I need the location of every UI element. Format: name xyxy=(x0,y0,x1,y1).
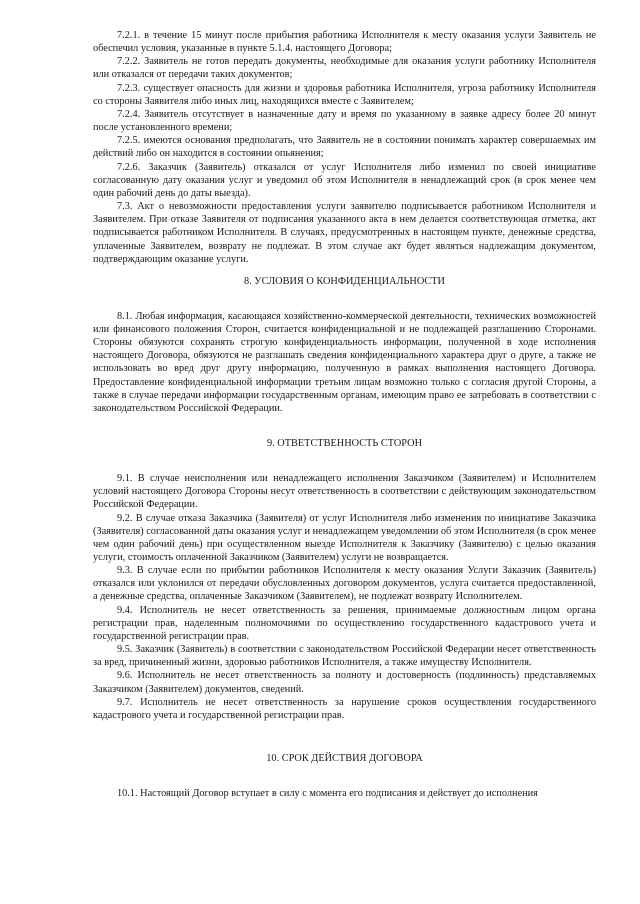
clause-9-3: 9.3. В случае если по прибытии работников Исполнителя к месту оказания Услуги Заказчик (Заявитель) отказался или уклонился от передачи обусловленных договором документов, услуга считается предоставленной, а денежные средства, оплаченные Заказчиком (Заявителем), не подлежат возврату Исполнителем. xyxy=(93,565,596,603)
section-8 xyxy=(93,275,596,415)
section-8-title: 8. УСЛОВИЯ О КОНФИДЕНЦИАЛЬНОСТИ xyxy=(244,275,445,287)
clause-9-2: 9.2. В случае отказа Заказчика (Заявителя) от услуг Исполнителя либо изменения по инициативе Заказчика (Заявителя) согласованной даты оказания услуг и ненадлежащем уведомлении об этом Исполнителя (в срок менее чем один рабочий день) при осуществленном выезде Исполнителя к Заказчику (Заявителю) с целью оказания услуги, стоимость оплаченной Заказчиком (Заявителем) услуги не возвращается. xyxy=(93,512,596,563)
clause-9-4: 9.4. Исполнитель не несет ответственность за решения, принимаемые должностным лицом органа регистрации прав, наделенным полномочиями по осуществлению государственного кадастрового учета и государственной регистрации прав. xyxy=(93,604,596,642)
clause-9-6: 9.6. Исполнитель не несет ответственность за полноту и достоверность (подлинность) представляемых Заказчиком (Заявителем) документов, сведений. xyxy=(93,670,596,695)
spacer xyxy=(93,450,596,472)
section-10-title: 10. СРОК ДЕЙСТВИЯ ДОГОВОРА xyxy=(266,753,423,765)
clause-10-1: 10.1. Настоящий Договор вступает в силу с момента его подписания и действует до исполнения xyxy=(117,788,538,800)
section-9 xyxy=(93,437,596,722)
clause-7-2-3: 7.2.3. существует опасность для жизни и здоровья работника Исполнителя, угроза работнику Исполнителя со стороны Заявителя либо иных лиц, находящихся вместе с Заявителем; xyxy=(93,82,596,107)
clause-7-3: 7.3. Акт о невозможности предоставления услуги заявителю подписывается работником Исполнителя и Заявителем. При отказе Заявителя от подписания указанного акта в нем делается соответствующая отметка, акт подписывается работником Исполнителя. В случаях, предусмотренных в настоящем пункте, денежные средства, уплаченные Заявителем, возврату не подлежат. В этом случае акт будет являться надлежащим документом, подтверждающим оказание услуги. xyxy=(93,201,596,265)
clause-7-2-2: 7.2.2. Заявитель не готов передать документы, необходимые для оказания услуги работнику Исполнителя или отказался от передачи таких документов; xyxy=(93,56,596,81)
spacer xyxy=(93,765,596,787)
spacer xyxy=(93,266,596,275)
spacer xyxy=(93,288,596,310)
section-10 xyxy=(93,752,596,800)
clause-7-2-4: 7.2.4. Заявитель отсутствует в назначенные дату и время по указанному в заявке адресу более 20 минут после установленного времени; xyxy=(93,108,596,134)
clause-7-2-1: 7.2.1. в течение 15 минут после прибытия работника Исполнителя к месту оказания услуги Заявитель не обеспечил условия, указанные в пункте 5.1.4. настоящего Договора; xyxy=(93,30,596,55)
spacer xyxy=(93,722,596,752)
spacer xyxy=(93,415,596,437)
clause-7-2-6: 7.2.6. Заказчик (Заявитель) отказался от услуг Исполнителя либо изменил по своей инициативе согласованную дату оказания услуг и уведомил об этом Исполнителя в ненадлежащий срок (в срок менее чем один рабочий день до даты выезда). xyxy=(93,161,596,199)
clause-9-7: 9.7. Исполнитель не несет ответственность за нарушение сроков осуществления государственного кадастрового учета и государственной регистрации прав. xyxy=(93,696,596,721)
section-7-tail xyxy=(93,29,596,266)
section-9-title: 9. ОТВЕТСТВЕННОСТЬ СТОРОН xyxy=(266,438,423,450)
clause-9-5: 9.5. Заказчик (Заявитель) в соответствии с законодательством Российской Федерации несет ответственность за вред, причиненный жизни, здоровью работников Исполнителя, а также имуществу Исполнителя. xyxy=(93,644,596,669)
clause-8-1: 8.1. Любая информация, касающаяся хозяйственно-коммерческой деятельности, технических возможностей или финансового положения Сторон, считается конфиденциальной и не подлежащей разглашению Сторонами. Стороны обязуются сохранять строгую конфиденциальность информации, полученной в ходе исполнения настоящего Договора, обязуются не разглашать сведения конфиденциального характера друг о друге, а также не использовать во вред друг другу информацию, полученную в рамках выполнения настоящего Договора. Предоставление конфиденциальной информации третьим лицам возможно только с согласия другой Стороны, а также в случае передачи информации государственным органам, имеющим право ее затребовать в соответствии с законодательством Российской Федерации. xyxy=(93,310,596,414)
document-body xyxy=(93,29,596,800)
clause-9-1: 9.1. В случае неисполнения или ненадлежащего исполнения Заказчиком (Заявителем) и Исполнителем условий настоящего Договора Стороны несут ответственность в соответствии с действующим законодательством Российской Федерации. xyxy=(93,473,596,511)
clause-7-2-5: 7.2.5. имеются основания предполагать, что Заявитель не в состоянии понимать характер совершаемых им действий либо он находится в состоянии опьянения; xyxy=(93,135,596,160)
